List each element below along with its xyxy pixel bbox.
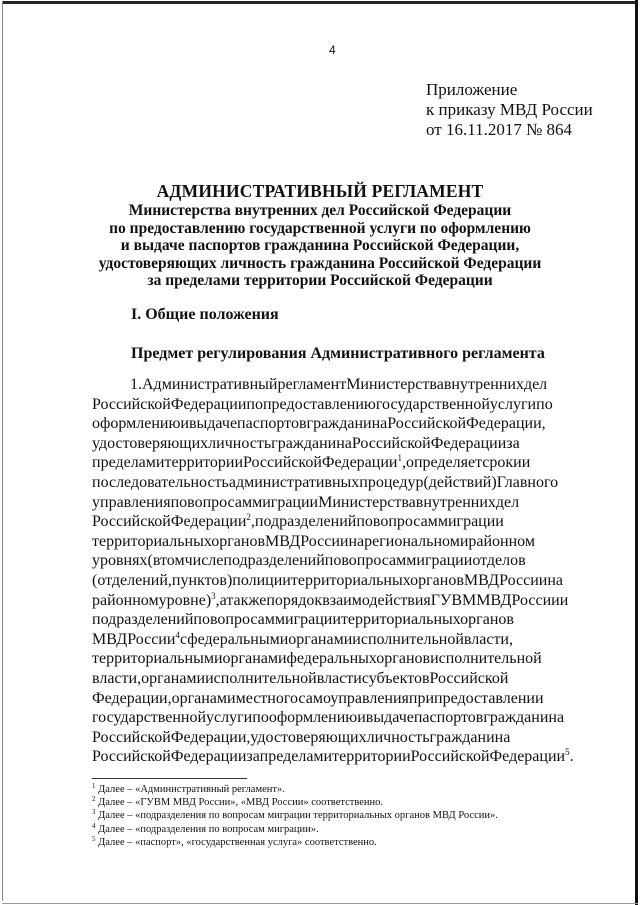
word: Российской bbox=[92, 748, 171, 766]
word: том bbox=[159, 552, 185, 570]
word: ГУВМ bbox=[430, 591, 477, 609]
word: Российской bbox=[429, 669, 509, 687]
word: по bbox=[193, 611, 210, 629]
word: Федерации bbox=[430, 434, 507, 452]
word: районном bbox=[468, 532, 535, 550]
word: и bbox=[357, 709, 366, 727]
word: на bbox=[547, 571, 563, 589]
word: МВД bbox=[476, 591, 512, 609]
footnote-item bbox=[92, 823, 498, 836]
word: миграции bbox=[274, 611, 341, 629]
word: определяет bbox=[405, 454, 483, 472]
word: предоставлению bbox=[262, 395, 376, 413]
paragraph-line bbox=[92, 493, 558, 513]
title-line: по предоставлению государственной услуги по оформлению bbox=[109, 219, 531, 237]
paragraph-line bbox=[92, 747, 574, 767]
word: удостоверяющих bbox=[92, 434, 209, 452]
paragraph-line bbox=[92, 590, 569, 611]
word: пунктов) bbox=[171, 571, 233, 589]
footnote-number: 2 bbox=[92, 795, 96, 804]
word: исполнительной bbox=[430, 650, 542, 668]
word: Российской bbox=[243, 454, 322, 472]
word: органами bbox=[222, 650, 287, 668]
word: Административный bbox=[142, 376, 278, 393]
paragraph-line bbox=[92, 551, 558, 571]
word: также bbox=[226, 591, 267, 609]
footnote-separator bbox=[92, 778, 247, 779]
word: МВД bbox=[92, 630, 128, 648]
word: за bbox=[506, 434, 520, 452]
word: услуги bbox=[206, 709, 253, 727]
appendix-line: от 16.11.2017 № 864 bbox=[426, 120, 573, 139]
word: Федерации$^2$, bbox=[170, 512, 255, 531]
word: а bbox=[219, 591, 227, 609]
footnote-text: Далее – «подразделения по вопросам миграции». bbox=[95, 823, 319, 835]
word: власти bbox=[316, 669, 362, 687]
word: внутренних bbox=[443, 376, 524, 393]
paragraph-line bbox=[92, 689, 558, 709]
word: дел bbox=[523, 376, 548, 393]
word: оформлению bbox=[268, 709, 358, 727]
word: по bbox=[252, 709, 269, 727]
word: органами bbox=[141, 669, 206, 687]
scan-border-right bbox=[635, 0, 638, 905]
word: России bbox=[300, 532, 349, 550]
word: федеральных bbox=[286, 650, 377, 668]
word: Министерства bbox=[346, 376, 444, 393]
word: Российской bbox=[351, 434, 431, 452]
paragraph-line bbox=[92, 669, 558, 689]
word: и bbox=[521, 454, 531, 472]
footnote-text: Далее – «паспорт», «государственная услуга» соответственно. bbox=[95, 836, 377, 848]
word: гражданина bbox=[306, 415, 388, 433]
word: самоуправления bbox=[298, 689, 409, 707]
footnotes bbox=[92, 783, 498, 849]
word: Федерации, bbox=[92, 689, 172, 707]
footnote-reference[interactable]: 3 bbox=[211, 590, 216, 601]
word: уровнях bbox=[92, 552, 148, 570]
title-line: удостоверяющих личность гражданина Российской Федерации bbox=[98, 254, 542, 272]
word: территории bbox=[332, 748, 411, 766]
paragraph-line bbox=[92, 708, 565, 728]
word: подразделений bbox=[223, 552, 325, 570]
word: Федерации$^5$. bbox=[489, 747, 574, 766]
word: вопросам bbox=[187, 493, 253, 511]
document-title bbox=[0, 181, 640, 290]
paragraph-line bbox=[92, 649, 558, 669]
word: подразделений bbox=[254, 513, 357, 531]
word: органов bbox=[460, 611, 514, 629]
footnote-text: Далее – «Административный регламент». bbox=[95, 784, 285, 795]
paragraph-line bbox=[92, 630, 558, 650]
paragraph-line bbox=[92, 571, 563, 591]
paragraph-line bbox=[92, 395, 558, 415]
word: по bbox=[324, 552, 342, 570]
scan-border-bottom bbox=[2, 903, 638, 904]
word: сроки bbox=[482, 454, 522, 472]
paragraph-line bbox=[92, 728, 558, 748]
word: Российской bbox=[92, 395, 171, 413]
word: территориальных bbox=[290, 571, 411, 589]
word: и bbox=[459, 532, 469, 550]
paragraph-line bbox=[92, 473, 558, 493]
word: полиции bbox=[232, 571, 291, 589]
word: Главного bbox=[496, 473, 559, 491]
word: государственной bbox=[375, 395, 490, 413]
word: Федерации, bbox=[466, 415, 546, 433]
word: территориальных bbox=[340, 611, 461, 629]
word: по bbox=[536, 395, 553, 413]
paragraph-line bbox=[92, 434, 558, 454]
footnote-number: 4 bbox=[92, 821, 96, 830]
word: пределами bbox=[259, 748, 333, 766]
footnote-text: Далее – «ГУВМ МВД России», «МВД России» соответственно. bbox=[95, 797, 383, 809]
word: исполнительной bbox=[352, 630, 464, 648]
word: на bbox=[348, 532, 365, 550]
title-line: Министерства внутренних дел Российской Федерации bbox=[128, 202, 512, 219]
word: выдаче bbox=[188, 415, 238, 433]
word: числе bbox=[184, 552, 224, 570]
word: 1. bbox=[130, 376, 142, 393]
word: органами bbox=[288, 630, 353, 648]
footnote-item bbox=[92, 796, 498, 809]
footnote-item bbox=[92, 836, 498, 849]
word: власти, bbox=[92, 669, 142, 687]
word: (отделений, bbox=[92, 571, 172, 589]
word: по bbox=[170, 493, 188, 511]
paragraph-line bbox=[92, 512, 558, 532]
word: органов bbox=[376, 650, 431, 668]
paragraph-line bbox=[92, 610, 558, 630]
word: и bbox=[180, 415, 189, 433]
footnote-reference[interactable]: 5 bbox=[565, 747, 570, 758]
scan-border-left bbox=[2, 1, 3, 901]
word: вопросам bbox=[209, 611, 275, 629]
appendix-block bbox=[426, 80, 593, 140]
title-line: за пределами территории Российской Федерации bbox=[147, 272, 493, 289]
word: Федерации$^1$, bbox=[321, 453, 406, 472]
word: удостоверяющих bbox=[250, 728, 367, 746]
word: вопросам bbox=[341, 552, 407, 570]
word: России bbox=[511, 591, 560, 609]
word: районном bbox=[92, 591, 159, 609]
word: территориальных bbox=[92, 532, 212, 550]
word: паспортов bbox=[237, 415, 307, 433]
word: (в bbox=[147, 552, 160, 570]
word: Российской bbox=[387, 415, 467, 433]
word: гражданина bbox=[429, 728, 511, 746]
scan-border-top bbox=[2, 1, 638, 4]
word: последовательность bbox=[92, 473, 229, 491]
word: оформлению bbox=[92, 415, 181, 433]
word: дел bbox=[495, 493, 520, 511]
word: процедур bbox=[359, 473, 424, 491]
section-heading: I. Общие положения bbox=[131, 306, 279, 323]
word: Федерации bbox=[170, 748, 247, 766]
word: миграции bbox=[437, 513, 504, 531]
footnote-number: 1 bbox=[92, 782, 96, 790]
word: Российской bbox=[92, 728, 171, 746]
word: Российской bbox=[92, 513, 171, 531]
word: Министерства bbox=[318, 493, 416, 511]
word: регламент bbox=[277, 376, 347, 393]
word: паспортов bbox=[413, 709, 484, 727]
word: административных bbox=[228, 473, 360, 491]
word: выдаче bbox=[365, 709, 414, 727]
word: Федерации, bbox=[170, 728, 251, 746]
word: России$^4$ bbox=[127, 629, 180, 648]
word: территориальными bbox=[92, 650, 223, 668]
word: при bbox=[408, 689, 435, 707]
footnote-number: 3 bbox=[92, 808, 96, 817]
paragraph-line bbox=[92, 453, 558, 473]
word: МВД bbox=[463, 571, 500, 589]
word: МВД bbox=[265, 532, 301, 550]
word: предоставлении bbox=[434, 689, 544, 707]
word: миграции bbox=[252, 493, 319, 511]
word: личность bbox=[208, 434, 272, 452]
appendix-line: Приложение bbox=[426, 80, 518, 99]
word: органов bbox=[211, 532, 266, 550]
word: России bbox=[499, 571, 548, 589]
word: за bbox=[246, 748, 260, 766]
footnote-item bbox=[92, 783, 498, 796]
paragraph-line bbox=[92, 414, 558, 434]
word: личность bbox=[366, 728, 430, 746]
word: федеральными bbox=[187, 630, 289, 648]
word: региональном bbox=[364, 532, 460, 550]
word: миграции bbox=[406, 552, 473, 570]
word: власти, bbox=[463, 630, 513, 648]
title-main: АДМИНИСТРАТИВНЫЙ РЕГЛАМЕНТ bbox=[156, 181, 484, 201]
footnote-text: Далее – «подразделения по вопросам миграции территориальных органов МВД России». bbox=[95, 810, 498, 822]
word: внутренних bbox=[415, 493, 496, 511]
footnote-item bbox=[92, 809, 498, 822]
word: субъектов bbox=[361, 669, 430, 687]
word: услуги bbox=[489, 395, 537, 413]
word: и bbox=[559, 591, 569, 609]
footnote-number: 5 bbox=[92, 834, 96, 843]
word: отделов bbox=[472, 552, 526, 570]
paragraph-1 bbox=[92, 375, 574, 767]
footnote-reference[interactable]: 1 bbox=[397, 453, 402, 464]
word: Федерации bbox=[170, 395, 247, 413]
appendix-line: к приказу МВД России bbox=[426, 100, 593, 119]
paragraph-line bbox=[92, 532, 558, 552]
footnote-reference[interactable]: 2 bbox=[246, 512, 251, 523]
word: по bbox=[356, 513, 373, 531]
word: исполнительной bbox=[205, 669, 317, 687]
word: пределами bbox=[92, 454, 165, 472]
page-number: 4 bbox=[329, 43, 336, 57]
word: гражданина bbox=[483, 709, 565, 727]
word: порядок bbox=[266, 591, 323, 609]
word: (действий) bbox=[423, 473, 497, 491]
word: гражданина bbox=[271, 434, 352, 452]
subsection-heading: Предмет регулирования Административного регламента bbox=[131, 345, 545, 362]
title-line: и выдаче паспортов гражданина Российской Федерации, bbox=[120, 237, 520, 254]
word: по bbox=[246, 395, 263, 413]
word: органами bbox=[171, 689, 236, 707]
footnote-reference[interactable]: 4 bbox=[175, 629, 180, 640]
word: подразделений bbox=[92, 611, 194, 629]
paragraph-line bbox=[92, 375, 558, 395]
word: территории bbox=[164, 454, 244, 472]
word: с bbox=[179, 630, 188, 648]
word: местного bbox=[235, 689, 299, 707]
word: государственной bbox=[92, 709, 207, 727]
word: Российской bbox=[410, 748, 490, 766]
word: органов bbox=[410, 571, 464, 589]
word: вопросам bbox=[372, 513, 438, 531]
word: взаимодействия bbox=[322, 591, 431, 609]
word: уровне)$^3$, bbox=[158, 590, 220, 609]
word: управления bbox=[92, 493, 171, 511]
